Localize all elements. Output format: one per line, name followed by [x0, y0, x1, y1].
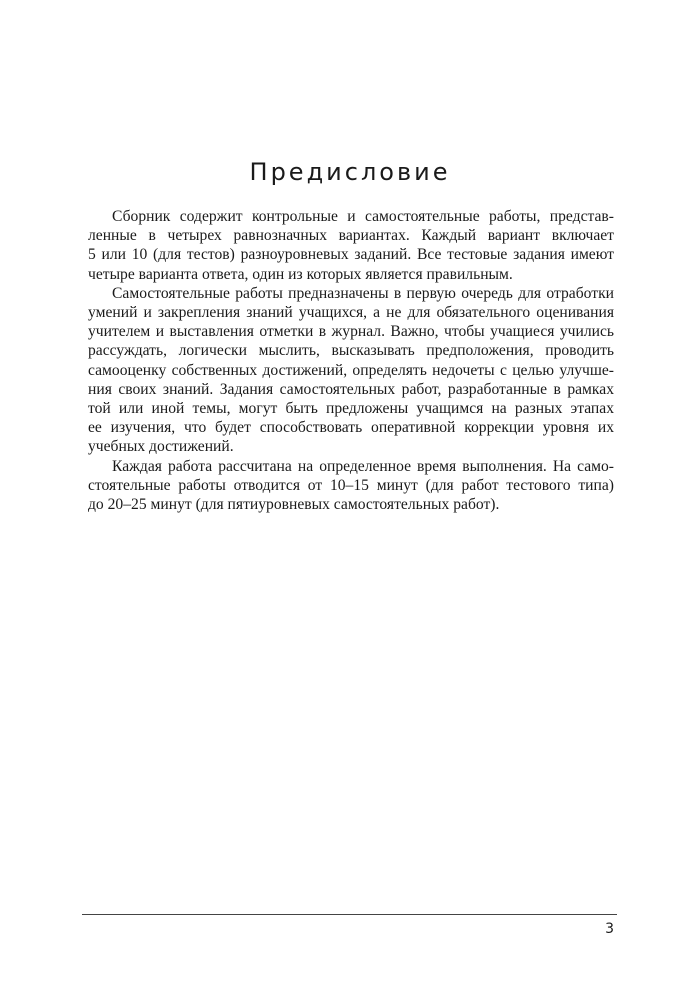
text-line: Каждая работа рассчитана на определенное время выполнения. На само-: [112, 457, 614, 475]
text-line: ния своих знаний. Задания самостоятельных работ, разработанные в рамках: [88, 380, 614, 398]
text-line: учебных достижений.: [88, 438, 234, 456]
text-line: самооценку собственных достижений, определять недочеты с целью улучше-: [88, 361, 614, 379]
text-line: ее изучения, что будет способствовать оперативной коррекции уровня их: [88, 419, 614, 437]
text-line: стоятельные работы отводится от 10–15 минут (для работ тестового типа): [88, 476, 614, 494]
paragraph-1: [88, 207, 614, 284]
paragraph-3: [88, 457, 614, 515]
text-line: Сборник содержит контрольные и самостоятельные работы, представ-: [112, 208, 614, 225]
text-line: рассуждать, логически мыслить, высказывать предположения, проводить: [88, 342, 614, 360]
text-line: Самостоятельные работы предназначены в первую очередь для отработки: [112, 284, 614, 302]
text-line: умений и закрепления знаний учащихся, а не для обязательного оценивания: [88, 304, 614, 322]
body-text: [88, 207, 614, 514]
text-line: 5 или 10 (для тестов) разноуровневых заданий. Все тестовые задания имеют: [88, 246, 614, 264]
text-line: четыре варианта ответа, один из которых является правильным.: [88, 265, 513, 283]
text-line: до 20–25 минут (для пятиуровневых самостоятельных работ).: [88, 496, 500, 514]
paragraph-2: [88, 284, 614, 457]
text-line: той или иной темы, могут быть предложены учащимся на разных этапах: [88, 400, 614, 418]
text-line: учителем и выставления отметки в журнал. Важно, чтобы учащиеся учились: [88, 323, 614, 341]
text-line: ленные в четырех равнозначных вариантах. Каждый вариант включает: [88, 227, 614, 245]
page-number: 3: [605, 921, 614, 937]
footer-rule: [82, 914, 617, 915]
page-title: Предисловие: [249, 158, 451, 186]
